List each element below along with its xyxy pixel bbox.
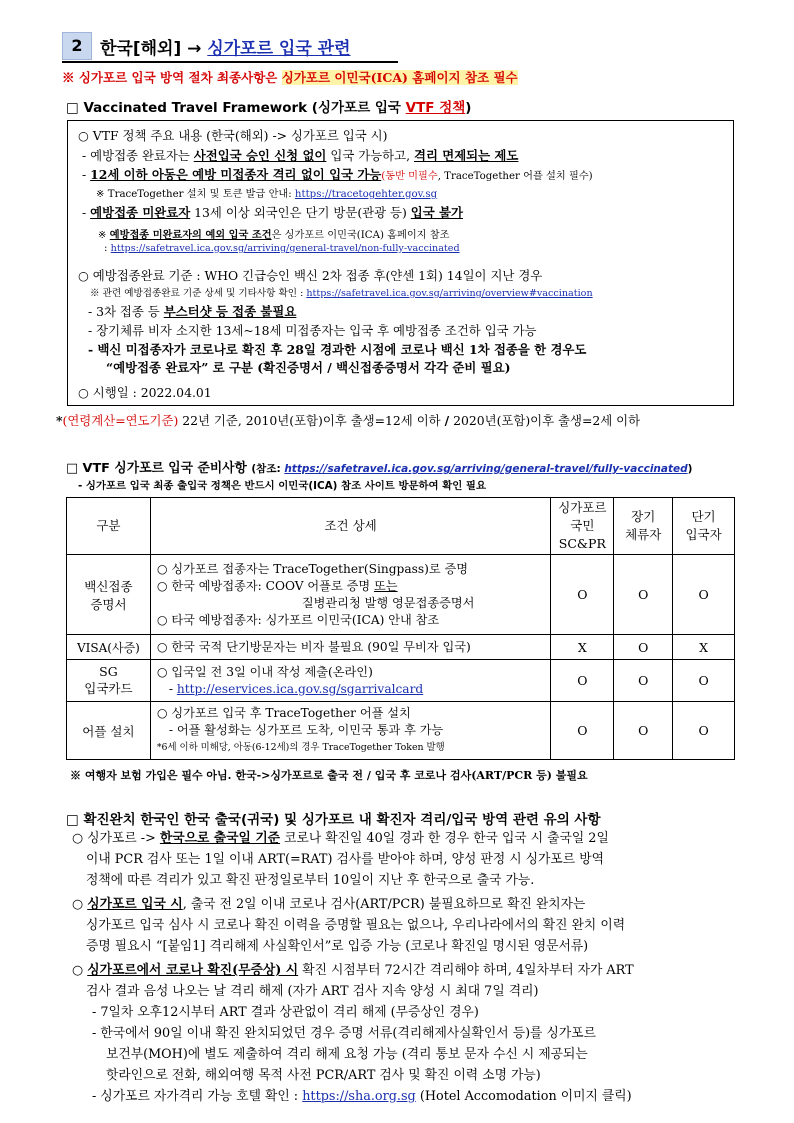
para-part: ○ <box>72 897 88 912</box>
vtf-line-10-b: 부스터샷 등 접종 불필요 <box>163 304 297 319</box>
notice-highlight: 싱가포르 이민국(ICA) 홈페이지 참조 필수 <box>281 70 518 85</box>
vtf-line-1: ○ VTF 정책 주요 내용 (한국(해외) -> 싱가포르 입국 시) <box>78 128 388 143</box>
prep-sub: - 싱가포르 입국 최종 출입국 정책은 반드시 이민국(ICA) 참조 사이트 방문하여 확인 필요 <box>78 480 486 492</box>
vtf-line-6-b: 예방접종 미완료자의 예외 입국 조건 <box>109 229 272 241</box>
prep-ref-end: ) <box>687 463 693 475</box>
vtf-line-2-c: 입국 가능하고, <box>326 148 414 163</box>
para-line: 싱가포르 입국 심사 시 코로나 확진 이력을 증명할 필요는 없으나, 우리나라에서의 확진 완치 이력 <box>86 918 626 933</box>
cell-value: O <box>551 660 614 702</box>
para-line <box>72 894 625 915</box>
age-note-red: (연령계산=연도기준) <box>62 413 179 428</box>
para-part: , 출국 전 2일 이내 코로나 검사(ART/PCR) 불필요하므로 확진 완치자는 <box>182 897 586 912</box>
table-row <box>67 660 735 702</box>
confirmed-para-2 <box>72 894 625 957</box>
row-label: 백신접종 증명서 <box>67 555 151 635</box>
row-detail-line: ○ 싱가포르 입국 후 TraceTogether 어플 설치 <box>156 706 411 720</box>
vtf-heading-prefix: □ Vaccinated Travel Framework (싱가포르 입국 <box>66 100 406 116</box>
row-detail-line: ○ 입국일 전 3일 이내 작성 제출(온라인) <box>156 664 373 679</box>
vtf-line-2-d: 격리 면제되는 제도 <box>413 148 519 163</box>
vtf-line-10 <box>88 302 296 320</box>
col-header-long-stay: 장기 체류자 <box>614 498 673 555</box>
para-part: ○ 싱가포르 -> <box>72 831 160 846</box>
row-detail <box>150 702 551 760</box>
vtf-heading-emph: VTF 정책 <box>405 100 466 116</box>
prep-heading <box>66 457 692 476</box>
cell-value: O <box>673 660 735 702</box>
para-line: - 한국에서 90일 이내 확진 완치되었던 경우 증명 서류(격리해제사실확인서 등)를 싱가포르 <box>92 1026 596 1041</box>
row-detail-part: 또는 <box>374 578 398 593</box>
tracetogether-link[interactable]: https://tracetogehter.gov.sg <box>294 189 438 200</box>
header-underline <box>62 61 398 63</box>
para-part: 코로나 확진일 40일 경과 한 경우 한국 입국 시 출국일 2일 <box>280 831 609 846</box>
row-label: VISA(사증) <box>67 635 151 660</box>
para-part: 싱가포르에서 코로나 확진(무증상) 시 <box>87 963 299 978</box>
vtf-line-9-a: ※ 관련 예방접종완료 기준 상세 및 기타사항 확인 : <box>90 288 307 299</box>
para-part: (Hotel Accomodation 이미지 클릭) <box>415 1089 632 1104</box>
confirmed-para-3 <box>72 960 634 1107</box>
vtf-heading-suffix: ) <box>465 100 472 116</box>
row-detail-part: ○ 한국 예방접종자: COOV 어플로 증명 <box>156 578 375 593</box>
para-line: 검사 결과 음성 나오는 날 격리 해제 (자가 ART 검사 지속 양성 시 최대 7일 격리) <box>86 984 539 999</box>
arrival-card-link[interactable]: http://eservices.ica.gov.sg/sgarrivalcard <box>176 681 424 696</box>
vtf-line-10-a: - 3차 접종 등 <box>88 304 164 319</box>
cell-value: O <box>673 702 735 760</box>
prep-table <box>66 497 735 760</box>
vtf-line-2-a: - 예방접종 완료자는 <box>82 148 194 163</box>
age-note-c: 2020년(포함)이후 출생=2세 이하 <box>449 413 641 428</box>
row-detail-line: 질병관리청 발행 영문접종증명서 <box>301 595 475 610</box>
cell-value: O <box>614 635 673 660</box>
vtf-line-4 <box>96 185 437 200</box>
row-detail-line: *6세 이하 미해당, 아동(6-12세)의 경우 TraceTogether Token 발행 <box>156 742 445 753</box>
cell-value: X <box>673 635 735 660</box>
row-detail <box>150 660 551 702</box>
prep-ref-label: (참조: <box>251 463 285 475</box>
section-title-prefix: 한국[해외] → <box>100 39 202 59</box>
vtf-line-5 <box>82 203 463 221</box>
col-header-detail: 조건 상세 <box>150 498 551 555</box>
vtf-line-11: - 장기체류 비자 소지한 13세~18세 미접종자는 입국 후 예방접종 조건하 입국 가능 <box>88 323 537 338</box>
vtf-line-6-a: ※ <box>98 230 110 241</box>
row-detail-line: ○ 싱가포르 접종자는 TraceTogether(Singpass)로 증명 <box>156 561 469 576</box>
row-label: 어플 설치 <box>67 702 151 760</box>
vtf-line-5-c: 13세 이상 외국인은 단기 방문(관광 등) <box>190 205 411 220</box>
age-note-star: * <box>56 413 63 428</box>
para-line <box>72 960 634 981</box>
cell-value: O <box>614 660 673 702</box>
row-label: SG 입국카드 <box>67 660 151 702</box>
vtf-line-5-b: 예방접종 미완료자 <box>90 205 191 220</box>
section-number: 2 <box>62 32 92 60</box>
vtf-line-3-d: , TraceTogether 어플 설치 필수) <box>437 171 593 182</box>
para-part: 싱가포르 입국 시 <box>87 897 183 912</box>
row-detail: ○ 한국 국적 단기방문자는 비자 불필요 (90일 무비자 입국) <box>150 635 551 660</box>
para-part: ○ <box>72 963 88 978</box>
sha-link[interactable]: https://sha.org.sg <box>302 1089 416 1104</box>
para-part: - 싱가포르 자가격리 가능 호텔 확인 : <box>92 1089 303 1104</box>
prep-heading-text: □ VTF 싱가포르 입국 준비사항 <box>66 461 247 476</box>
vtf-line-5-a: - <box>82 205 91 220</box>
vtf-line-3 <box>82 165 593 183</box>
insurance-note: ※ 여행자 보험 가입은 필수 아님. 한국->싱가포르로 출국 전 / 입국 후 코로나 검사(ART/PCR 등) 불필요 <box>70 769 588 782</box>
cell-value: O <box>673 555 735 635</box>
row-detail-part: - <box>168 681 177 696</box>
row-detail-line <box>157 681 545 698</box>
age-note-b: 22년 기준, 2010년(포함)이후 출생=12세 이하 <box>178 413 445 428</box>
para-line: 증명 필요시 “[붙임1] 격리해제 사실확인서”로 입증 가능 (코로나 확진일 명시된 영문서류) <box>86 939 589 954</box>
vtf-line-8: ○ 예방접종완료 기준 : WHO 긴급승인 백신 2차 접종 후(얀센 1회) 14일이 지난 경우 <box>78 268 543 283</box>
vtf-line-2-b: 사전입국 승인 신청 없이 <box>193 148 327 163</box>
table-row <box>67 555 735 635</box>
table-row <box>67 702 735 760</box>
fully-vaccinated-link[interactable]: https://safetravel.ica.gov.sg/arriving/general-travel/fully-vaccinated <box>284 463 688 475</box>
notice-line <box>62 68 518 86</box>
cell-value: X <box>551 635 614 660</box>
row-detail <box>150 555 551 635</box>
row-detail-line: ○ 타국 예방접종자: 싱가포르 이민국(ICA) 안내 참조 <box>156 612 440 627</box>
vtf-line-2 <box>82 146 518 164</box>
age-note <box>56 411 640 429</box>
table-row <box>67 635 735 660</box>
cell-value: O <box>551 555 614 635</box>
row-detail-line <box>157 578 545 595</box>
vtf-line-7 <box>104 243 460 254</box>
col-header-category: 구분 <box>67 498 151 555</box>
col-header-short-stay: 단기 입국자 <box>673 498 735 555</box>
vtf-line-12: - 백신 미접종자가 코로나로 확진 후 28일 경과한 시점에 코로나 백신 1차 접종을 한 경우도 <box>88 342 587 357</box>
vtf-line-6-c: 은 싱가포르 이민국(ICA) 홈페이지 참조 <box>271 230 450 241</box>
vtf-line-13: “예방접종 완료자” 로 구분 (확진증명서 / 백신접종증명서 각각 준비 필요) <box>106 360 511 375</box>
vtf-line-5-d: 입국 불가 <box>410 205 463 220</box>
vtf-line-14: ○ 시행일 : 2022.04.01 <box>78 385 212 400</box>
vtf-line-3-b: 12세 이하 아동은 예방 미접종자 격리 없이 입국 가능 <box>90 167 382 182</box>
section-header <box>62 32 398 60</box>
vtf-line-6 <box>98 226 449 241</box>
col-header-citizen: 싱가포르 국민 SC&PR <box>551 498 614 555</box>
non-vaccinated-link[interactable]: https://safetravel.ica.gov.sg/arriving/general-travel/non-fully-vaccinated <box>110 243 460 254</box>
para-part: 한국으로 출국일 기준 <box>159 831 281 846</box>
para-line: 핫라인으로 전화, 해외여행 목적 사전 PCR/ART 검사 및 확진 이력 소명 가능) <box>106 1068 541 1083</box>
vtf-line-3-a: - <box>82 167 91 182</box>
vtf-line-4-a: ※ TraceTogether 설치 및 토큰 발급 안내: <box>96 189 295 200</box>
notice-prefix: ※ 싱가포르 입국 방역 절차 최종사항은 <box>62 70 282 85</box>
cell-value: O <box>614 555 673 635</box>
vtf-heading <box>66 96 471 116</box>
vtf-line-3-c: (동반 미필수 <box>381 171 438 182</box>
vtf-line-7-a: : <box>104 243 111 254</box>
para-line: 정책에 따른 격리가 있고 확진 판정일로부터 10일이 지난 후 한국으로 출국 가능. <box>86 873 535 888</box>
confirmed-heading: □ 확진완치 한국인 한국 출국(귀국) 및 싱가포르 내 확진자 격리/입국 방역 관련 유의 사항 <box>66 812 601 828</box>
para-line: 이내 PCR 검사 또는 1일 이내 ART(=RAT) 검사를 받아야 하며, 양성 판정 시 싱가포르 방역 <box>86 852 604 867</box>
section-title <box>100 34 351 59</box>
cell-value: O <box>551 702 614 760</box>
row-detail-line: - 어플 활성화는 싱가포르 도착, 이민국 통과 후 가능 <box>168 723 444 737</box>
confirmed-para-1 <box>72 828 609 891</box>
table-header-row <box>67 498 735 555</box>
para-line <box>72 828 609 849</box>
vaccination-link[interactable]: https://safetravel.ica.gov.sg/arriving/overview#vaccination <box>306 288 593 299</box>
para-part: 확진 시점부터 72시간 격리해야 하며, 4일차부터 자가 ART <box>298 963 634 978</box>
section-title-link[interactable]: 싱가포르 입국 관련 <box>207 39 351 59</box>
vtf-line-9 <box>90 285 593 299</box>
para-line: 보건부(MOH)에 별도 제출하여 격리 해제 요청 가능 (격리 통보 문자 수신 시 제공되는 <box>106 1047 588 1062</box>
para-line: - 7일차 오후12시부터 ART 결과 상관없이 격리 해제 (무증상인 경우) <box>92 1005 479 1020</box>
vtf-box <box>67 120 734 406</box>
cell-value: O <box>614 702 673 760</box>
para-line <box>72 1086 634 1107</box>
age-note-slash: / <box>444 413 450 428</box>
